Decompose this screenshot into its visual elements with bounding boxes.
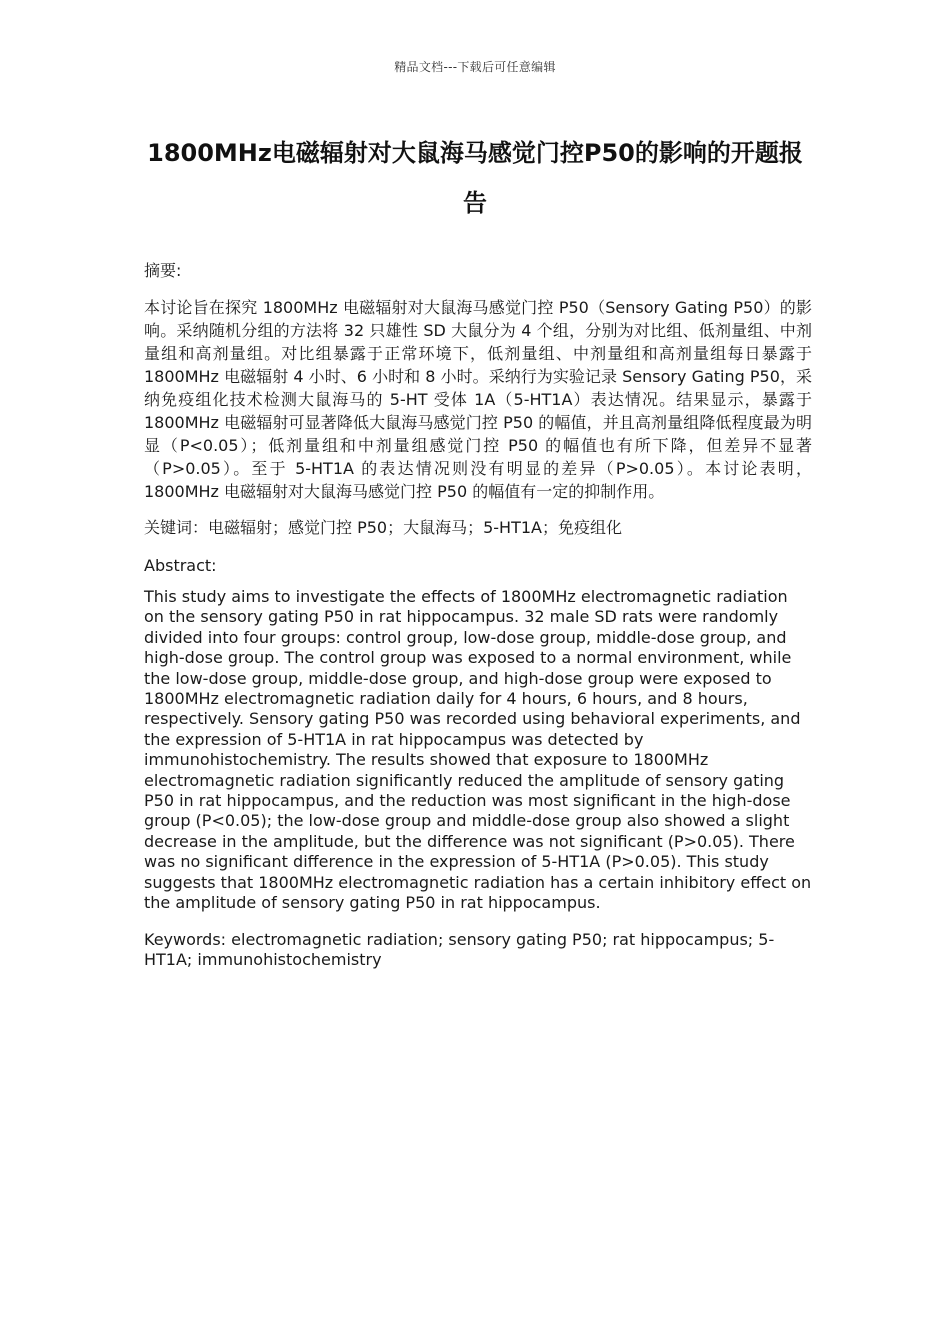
abstract-en-label: Abstract: [144,556,217,575]
abstract-cn-label: 摘要: [144,261,182,280]
header-note: 精品文档---下载后可任意编辑 [394,60,556,74]
keywords-cn: 关键词：电磁辐射；感觉门控 P50；大鼠海马；5-HT1A；免疫组化 [144,518,622,537]
document-body [144,258,812,970]
abstract-en-body: This study aims to investigate the effects of 1800MHz electromagnetic radiation on the sensory gating P50 in rat hippocampus. 32 male SD rats were randomly divided into four groups: control group, low-dose group, middle-dose group, and high-dose group. The control group was exposed to a normal environment, while the low-dose group, middle-dose group, and high-dose group were exposed to 1800MHz electromagnetic radiation daily for 4 hours, 6 hours, and 8 hours, respectively. Sensory gating P50 was recorded using behavioral experiments, and the expression of 5-HT1A in rat hippocampus was detected by immunohistochemistry. The results showed that exposure to 1800MHz electromagnetic radiation significantly reduced the amplitude of sensory gating P50 in rat hippocampus, and the reduction was most significant in the high-dose group (P<0.05); the low-dose group and middle-dose group also showed a slight decrease in the amplitude, but the difference was not significant (P>0.05). There was no significant difference in the expression of 5-HT1A (P>0.05). This study suggests that 1800MHz electromagnetic radiation has a certain inhibitory effect on the amplitude of sensory gating P50 in rat hippocampus. [144,587,812,913]
abstract-cn-body: 本讨论旨在探究 1800MHz 电磁辐射对大鼠海马感觉门控 P50（Sensory Gating P50）的影响。采纳随机分组的方法将 32 只雄性 SD 大鼠分为 4 个组，分别为对比组、低剂量组、中剂量组和高剂量组。对比组暴露于正常环境下，低剂量组、中剂量组和高剂量组每日暴露于 1800MHz 电磁辐射 4 小时、6 小时和 8 小时。采纳行为实验记录 Sensory Gating P50，采纳免疫组化技术检测大鼠海马的 5-HT 受体 1A（5-HT1A）表达情况。结果显示，暴露于 1800MHz 电磁辐射可显著降低大鼠海马感觉门控 P50 的幅值，并且高剂量组降低程度最为明显（P<0.05）；低剂量组和中剂量组感觉门控 P50 的幅值也有所下降，但差异不显著（P>0.05）。至于 5-HT1A 的表达情况则没有明显的差异（P>0.05）。本讨论表明，1800MHz 电磁辐射对大鼠海马感觉门控 P50 的幅值有一定的抑制作用。 [144,298,812,501]
document-title: 1800MHz电磁辐射对大鼠海马感觉门控P50的影响的开题报告 [147,139,803,217]
keywords-en: Keywords: electromagnetic radiation; sensory gating P50; rat hippocampus; 5-HT1A; immunohistochemistry [144,929,775,969]
